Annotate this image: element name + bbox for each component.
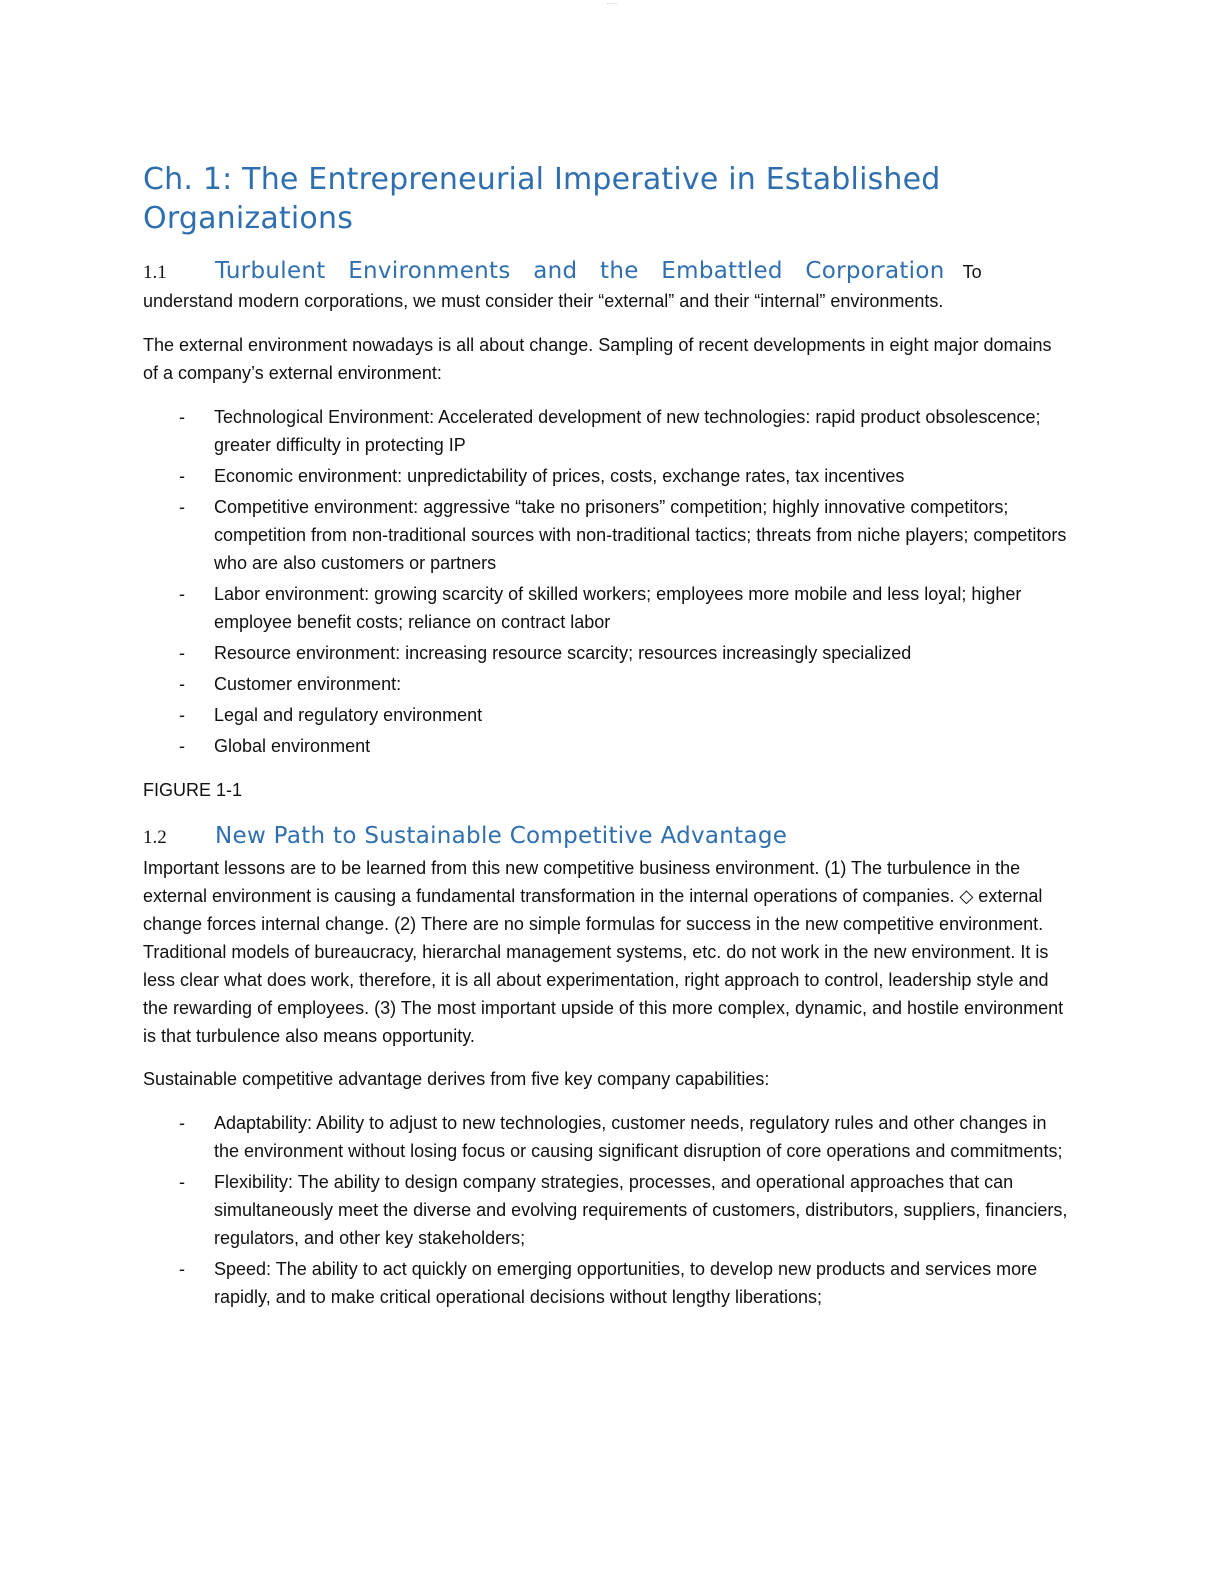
list-item	[143, 462, 1068, 490]
list-item	[143, 670, 1068, 698]
list-item-text: Adaptability: Ability to adjust to new technologies, customer needs, regulatory rules and other changes in the environment without losing focus or causing significant disruption of core operations and commitments;	[214, 1113, 1063, 1161]
list-item	[143, 1168, 1068, 1252]
list-dash: -	[179, 736, 185, 756]
list-item-text: Economic environment: unpredictability of prices, costs, exchange rates, tax incentives	[214, 466, 905, 486]
list-item-text: Competitive environment: aggressive “take no prisoners” competition; highly innovative competitors; competition from non-traditional sources with non-traditional tactics; threats from niche players; competitors who are also customers or partners	[214, 497, 1067, 573]
list-item	[143, 403, 1068, 459]
list-dash: -	[179, 705, 185, 725]
section-2-paragraph: Important lessons are to be learned from this new competitive business environment. (1) The turbulence in the external environment is causing a fundamental transformation in the internal operations of companies. ◇ external change forces internal change. (2) There are no simple formulas for success in the new competitive environment. Traditional models of bureaucracy, hierarchal management systems, etc. do not work in the new environment. It is less clear what does work, therefore, it is all about experimentation, right approach to control, leadership style and the rewarding of employees. (3) The most important upside of this more complex, dynamic, and hostile environment is that turbulence also means opportunity.	[143, 858, 1064, 1046]
list-dash: -	[179, 497, 185, 517]
section-1-intro: To understand modern corporations, we must consider their “external” and their “internal” environments.	[143, 262, 982, 311]
section-1-title: Turbulent Environments and the Embattled Corporation	[215, 258, 945, 284]
list-item-text: Customer environment:	[214, 674, 402, 694]
list-item	[143, 701, 1068, 729]
running-head: -----	[606, 1, 618, 7]
list-item	[143, 493, 1068, 577]
document-page	[143, 160, 1068, 1314]
list-dash: -	[179, 1259, 185, 1279]
figure-label: FIGURE 1-1	[143, 780, 243, 800]
list-item-text: Resource environment: increasing resource scarcity; resources increasingly specialized	[214, 643, 912, 663]
list-dash: -	[179, 1113, 185, 1133]
list-item-text: Legal and regulatory environment	[214, 705, 483, 725]
list-dash: -	[179, 674, 185, 694]
list-item	[143, 580, 1068, 636]
section-1-paragraph: The external environment nowadays is all about change. Sampling of recent developments in eight major domains of a company’s external environment:	[143, 335, 1052, 383]
list-item-text: Flexibility: The ability to design company strategies, processes, and operational approaches that can simultaneously meet the diverse and evolving requirements of customers, distributors, suppliers, financiers, regulators, and other key stakeholders;	[214, 1172, 1068, 1248]
external-environment-list	[143, 403, 1068, 760]
section-2-number: 1.2	[143, 827, 167, 848]
list-dash: -	[179, 407, 185, 427]
list-item-text: Labor environment: growing scarcity of skilled workers; employees more mobile and less loyal; higher employee benefit costs; reliance on contract labor	[214, 584, 1022, 632]
list-item	[143, 1255, 1068, 1311]
list-dash: -	[179, 584, 185, 604]
chapter-title: Ch. 1: The Entrepreneurial Imperative in Established Organizations	[143, 162, 941, 236]
list-item-text: Global environment	[214, 736, 371, 756]
section-2-title: New Path to Sustainable Competitive Advantage	[215, 823, 788, 849]
capabilities-lead-in: Sustainable competitive advantage derives from five key company capabilities:	[143, 1069, 770, 1089]
list-dash: -	[179, 643, 185, 663]
list-item-text: Technological Environment: Accelerated development of new technologies: rapid product obsolescence; greater difficulty in protecting IP	[214, 407, 1041, 455]
list-item	[143, 1109, 1068, 1165]
capabilities-list	[143, 1109, 1068, 1311]
section-1-heading-paragraph	[143, 257, 1068, 316]
list-item	[143, 732, 1068, 760]
section-1-number: 1.1	[143, 262, 167, 283]
section-2-heading	[143, 820, 1068, 854]
list-item	[143, 639, 1068, 667]
list-dash: -	[179, 466, 185, 486]
list-dash: -	[179, 1172, 185, 1192]
list-item-text: Speed: The ability to act quickly on emerging opportunities, to develop new products and services more rapidly, and to make critical operational decisions without lengthy liberations;	[214, 1259, 1038, 1307]
